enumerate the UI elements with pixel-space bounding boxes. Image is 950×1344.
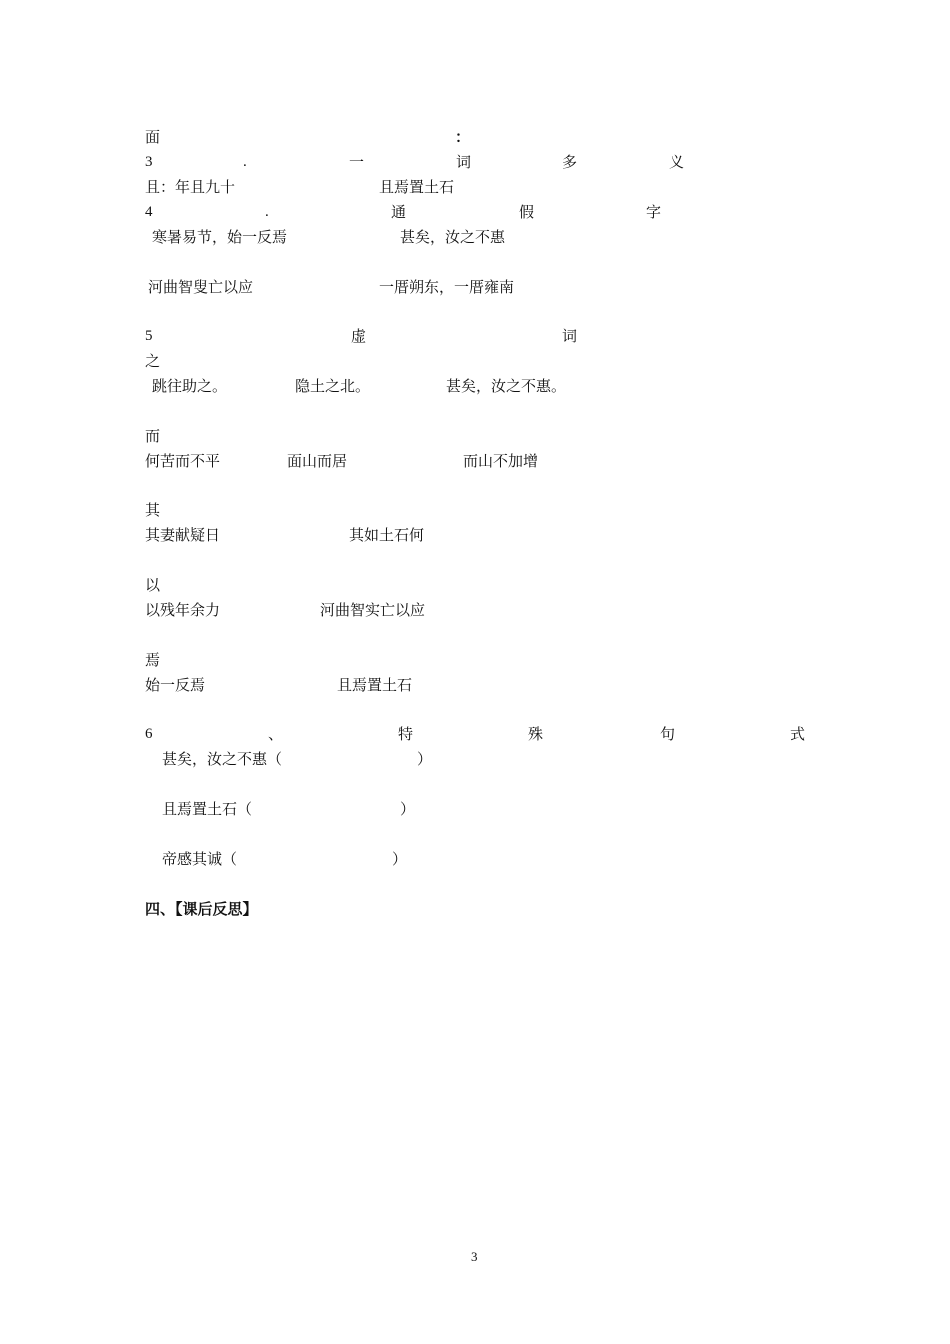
er-example-3: 而山不加增 <box>463 452 539 470</box>
yi-example-2: 河曲智实亡以应 <box>320 601 426 619</box>
section-4-char-1: 通 <box>391 203 407 221</box>
text-mian: 面 <box>145 128 161 146</box>
yan-example-1: 始一反焉 <box>145 676 206 694</box>
er-example-2: 面山而居 <box>287 452 348 470</box>
tongjia-example-2: 甚矣，汝之不惠 <box>400 228 506 246</box>
yi-example-1: 以残年余力 <box>145 601 221 619</box>
section-5-number: 5 <box>145 328 153 344</box>
sentence-3: 帝感其诚（ <box>162 850 238 868</box>
colon: ： <box>455 128 471 146</box>
zhi-example-2: 隐土之北。 <box>295 377 371 395</box>
section-3-char-2: 词 <box>456 153 472 171</box>
qie-example-2: 且焉置土石 <box>379 178 455 196</box>
word-zhi-heading: 之 <box>145 352 161 370</box>
sentence-3-close: ） <box>392 850 408 868</box>
tongjia-example-3: 河曲智叟亡以应 <box>148 278 254 296</box>
qi-example-1: 其妻献疑日 <box>145 526 221 544</box>
word-yi-heading: 以 <box>145 576 161 594</box>
zhi-example-1: 跳往助之。 <box>152 377 228 395</box>
section-reflection-heading: 四、【课后反思】 <box>145 900 258 918</box>
qi-example-2: 其如土石何 <box>349 526 425 544</box>
section-3-char-4: 义 <box>669 153 685 171</box>
section-5-char-1: 虚 <box>351 327 367 345</box>
section-6-char-3: 句 <box>660 725 676 743</box>
qie-example-1: 且：年且九十 <box>145 178 236 196</box>
word-qi-heading: 其 <box>145 501 161 519</box>
sentence-2: 且焉置土石（ <box>162 800 253 818</box>
section-3-char-3: 多 <box>562 153 578 171</box>
word-yan-heading: 焉 <box>145 651 161 669</box>
sentence-1: 甚矣，汝之不惠（ <box>162 750 283 768</box>
section-6-char-2: 殊 <box>528 725 544 743</box>
sentence-2-close: ） <box>400 800 416 818</box>
word-er-heading: 而 <box>145 427 161 445</box>
section-6-separator: 、 <box>268 725 284 743</box>
section-3-char-1: 一 <box>349 153 365 171</box>
section-5-char-2: 词 <box>562 327 578 345</box>
section-6-char-1: 特 <box>398 725 414 743</box>
section-6-char-4: 式 <box>790 725 806 743</box>
section-3-dot: . <box>243 154 247 170</box>
tongjia-example-1: 寒暑易节，始一反焉 <box>152 228 288 246</box>
er-example-1: 何苦而不平 <box>145 452 221 470</box>
section-6-number: 6 <box>145 726 153 742</box>
tongjia-example-4: 一厝朔东，一厝雍南 <box>379 278 515 296</box>
section-4-dot: . <box>265 204 269 220</box>
section-4-char-2: 假 <box>519 203 535 221</box>
sentence-1-close: ） <box>417 750 433 768</box>
section-3-number: 3 <box>145 154 153 170</box>
zhi-example-3: 甚矣，汝之不惠。 <box>446 377 567 395</box>
page-number: 3 <box>471 1249 478 1264</box>
section-4-char-3: 字 <box>646 203 662 221</box>
section-4-number: 4 <box>145 204 153 220</box>
yan-example-2: 且焉置土石 <box>337 676 413 694</box>
